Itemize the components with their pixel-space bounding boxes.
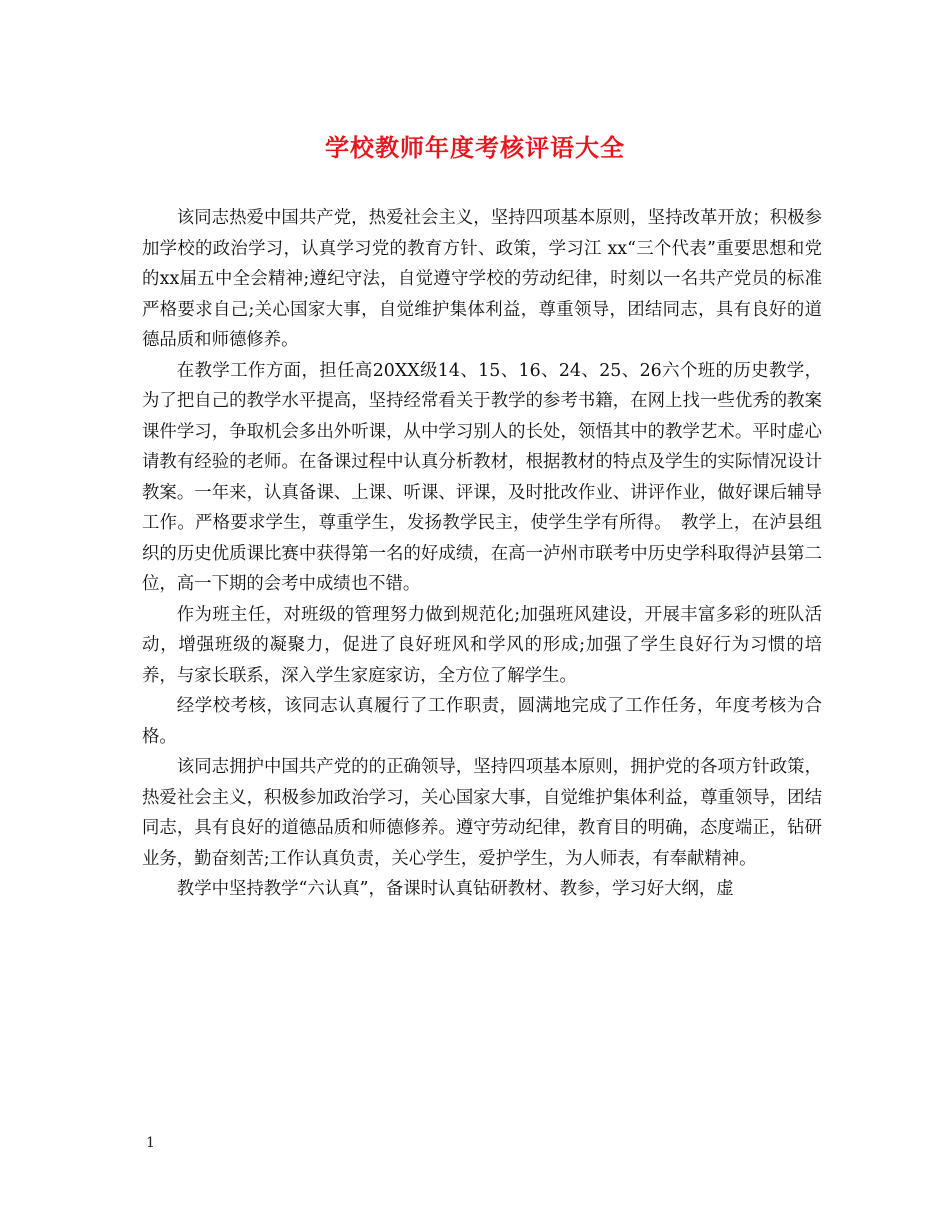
document-body [142, 203, 822, 905]
paragraph: 在教学工作方面，担任高20XX级14、15、16、24、25、26六个班的历史教学，为了把自己的教学水平提高，坚持经常看关于教学的参考书籍，在网上找一些优秀的教案课件学习，争取机会多出外听课，从中学习别人的长处，领悟其中的教学艺术。平时虚心请教有经验的老师。在备课过程中认真分析教材，根据教材的特点及学生的实际情况设计教案。一年来，认真备课、上课、听课、评课，及时批改作业、讲评作业，做好课后辅导工作。严格要求学生，尊重学生，发扬教学民主，使学生学有所得。 教学上，在泸县组织的历史优质课比赛中获得第一名的好成绩，在高一泸州市联考中历史学科取得泸县第二位，高一下期的会考中成绩也不错。 [142, 360, 822, 594]
paragraph: 作为班主任，对班级的管理努力做到规范化;加强班风建设，开展丰富多彩的班队活动，增强班级的凝聚力，促进了良好班风和学风的形成;加强了学生良好行为习惯的培养，与家长联系，深入学生家庭家访，全方位了解学生。 [142, 604, 822, 686]
page-number: 1 [146, 1135, 155, 1151]
paragraph: 该同志热爱中国共产党，热爱社会主义，坚持四项基本原则，坚持改革开放；积极参加学校的政治学习，认真学习党的教育方针、政策，学习江 xx“三个代表”重要思想和党的xx届五中全会精神;遵纪守法，自觉遵守学校的劳动纪律，时刻以一名共产党员的标准严格要求自己;关心国家大事，自觉维护集体利益，尊重领导，团结同志，具有良好的道德品质和师德修养。 [142, 208, 822, 350]
paragraph: 教学中坚持教学“六认真”，备课时认真钻研教材、教参，学习好大纲，虚 [176, 879, 734, 899]
paragraph: 该同志拥护中国共产党的的正确领导，坚持四项基本原则，拥护党的各项方针政策，热爱社会主义，积极参加政治学习，关心国家大事，自觉维护集体利益，尊重领导，团结同志，具有良好的道德品质和师德修养。遵守劳动纪律，教育目的明确，态度端正，钻研业务，勤奋刻苦;工作认真负责，关心学生，爱护学生，为人师表，有奉献精神。 [142, 757, 822, 869]
paragraph: 经学校考核，该同志认真履行了工作职责，圆满地完成了工作任务，年度考核为合格。 [142, 696, 822, 747]
page-title: 学校教师年度考核评语大全 [325, 133, 625, 162]
